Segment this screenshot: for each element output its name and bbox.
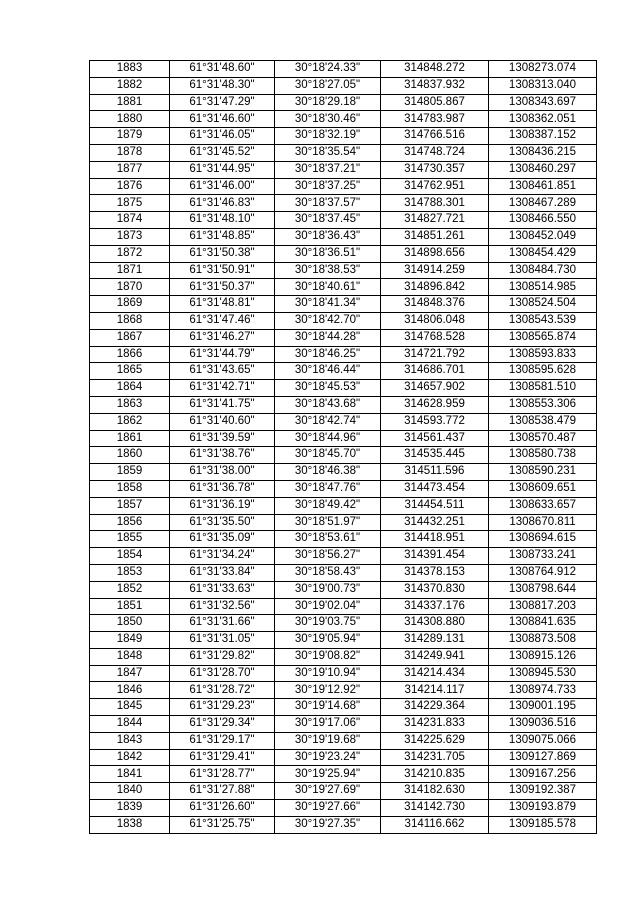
- table-row: [90, 665, 597, 682]
- latitude-cell: 61°31'38.00": [170, 464, 275, 481]
- x-coordinate-cell: 314766.516: [381, 128, 489, 145]
- latitude-cell: 61°31'31.05": [170, 632, 275, 649]
- point-number-cell: 1839: [90, 800, 170, 817]
- x-coordinate-cell: 314214.434: [381, 665, 489, 682]
- latitude-cell: 61°31'46.00": [170, 178, 275, 195]
- longitude-cell: 30°19'27.69": [275, 783, 381, 800]
- point-number-cell: 1860: [90, 447, 170, 464]
- longitude-cell: 30°18'37.57": [275, 195, 381, 212]
- table-row: [90, 598, 597, 615]
- latitude-cell: 61°31'41.75": [170, 396, 275, 413]
- x-coordinate-cell: 314561.437: [381, 430, 489, 447]
- table-row: [90, 581, 597, 598]
- table-row: [90, 430, 597, 447]
- point-number-cell: 1858: [90, 480, 170, 497]
- x-coordinate-cell: 314289.131: [381, 632, 489, 649]
- x-coordinate-cell: 314210.835: [381, 766, 489, 783]
- x-coordinate-cell: 314762.951: [381, 178, 489, 195]
- table-row: [90, 262, 597, 279]
- y-coordinate-cell: 1308467.289: [489, 195, 597, 212]
- x-coordinate-cell: 314249.941: [381, 648, 489, 665]
- table-row: [90, 380, 597, 397]
- latitude-cell: 61°31'25.75": [170, 816, 275, 833]
- longitude-cell: 30°18'24.33": [275, 61, 381, 78]
- longitude-cell: 30°18'35.54": [275, 144, 381, 161]
- y-coordinate-cell: 1308670.811: [489, 514, 597, 531]
- y-coordinate-cell: 1309036.516: [489, 716, 597, 733]
- latitude-cell: 61°31'50.91": [170, 262, 275, 279]
- x-coordinate-cell: 314511.596: [381, 464, 489, 481]
- latitude-cell: 61°31'50.37": [170, 279, 275, 296]
- latitude-cell: 61°31'45.52": [170, 144, 275, 161]
- table-row: [90, 716, 597, 733]
- table-row: [90, 312, 597, 329]
- longitude-cell: 30°18'44.28": [275, 329, 381, 346]
- y-coordinate-cell: 1308387.152: [489, 128, 597, 145]
- point-number-cell: 1847: [90, 665, 170, 682]
- point-number-cell: 1864: [90, 380, 170, 397]
- x-coordinate-cell: 314827.721: [381, 212, 489, 229]
- table-row: [90, 564, 597, 581]
- longitude-cell: 30°18'32.19": [275, 128, 381, 145]
- point-number-cell: 1849: [90, 632, 170, 649]
- latitude-cell: 61°31'46.27": [170, 329, 275, 346]
- x-coordinate-cell: 314418.951: [381, 531, 489, 548]
- longitude-cell: 30°19'02.04": [275, 598, 381, 615]
- x-coordinate-cell: 314116.662: [381, 816, 489, 833]
- longitude-cell: 30°19'10.94": [275, 665, 381, 682]
- latitude-cell: 61°31'48.60": [170, 61, 275, 78]
- latitude-cell: 61°31'32.56": [170, 598, 275, 615]
- y-coordinate-cell: 1308524.504: [489, 296, 597, 313]
- x-coordinate-cell: 314308.880: [381, 615, 489, 632]
- longitude-cell: 30°18'51.97": [275, 514, 381, 531]
- y-coordinate-cell: 1308484.730: [489, 262, 597, 279]
- point-number-cell: 1865: [90, 363, 170, 380]
- y-coordinate-cell: 1308565.874: [489, 329, 597, 346]
- latitude-cell: 61°31'48.81": [170, 296, 275, 313]
- x-coordinate-cell: 314214.117: [381, 682, 489, 699]
- latitude-cell: 61°31'28.77": [170, 766, 275, 783]
- table-row: [90, 447, 597, 464]
- longitude-cell: 30°19'19.68": [275, 732, 381, 749]
- latitude-cell: 61°31'29.34": [170, 716, 275, 733]
- latitude-cell: 61°31'33.84": [170, 564, 275, 581]
- table-row: [90, 497, 597, 514]
- y-coordinate-cell: 1308764.912: [489, 564, 597, 581]
- y-coordinate-cell: 1308633.657: [489, 497, 597, 514]
- table-row: [90, 111, 597, 128]
- point-number-cell: 1881: [90, 94, 170, 111]
- y-coordinate-cell: 1309075.066: [489, 732, 597, 749]
- x-coordinate-cell: 314370.830: [381, 581, 489, 598]
- x-coordinate-cell: 314231.705: [381, 749, 489, 766]
- longitude-cell: 30°19'25.94": [275, 766, 381, 783]
- table-row: [90, 228, 597, 245]
- table-row: [90, 329, 597, 346]
- y-coordinate-cell: 1308817.203: [489, 598, 597, 615]
- x-coordinate-cell: 314231.833: [381, 716, 489, 733]
- longitude-cell: 30°18'46.38": [275, 464, 381, 481]
- point-number-cell: 1870: [90, 279, 170, 296]
- table-row: [90, 648, 597, 665]
- point-number-cell: 1843: [90, 732, 170, 749]
- point-number-cell: 1866: [90, 346, 170, 363]
- table-row: [90, 346, 597, 363]
- latitude-cell: 61°31'47.46": [170, 312, 275, 329]
- longitude-cell: 30°18'56.27": [275, 548, 381, 565]
- latitude-cell: 61°31'48.85": [170, 228, 275, 245]
- y-coordinate-cell: 1308362.051: [489, 111, 597, 128]
- latitude-cell: 61°31'36.19": [170, 497, 275, 514]
- table-row: [90, 783, 597, 800]
- longitude-cell: 30°18'46.25": [275, 346, 381, 363]
- y-coordinate-cell: 1308694.615: [489, 531, 597, 548]
- longitude-cell: 30°19'27.66": [275, 800, 381, 817]
- table-row: [90, 766, 597, 783]
- y-coordinate-cell: 1308313.040: [489, 77, 597, 94]
- longitude-cell: 30°19'27.35": [275, 816, 381, 833]
- y-coordinate-cell: 1308553.306: [489, 396, 597, 413]
- latitude-cell: 61°31'28.72": [170, 682, 275, 699]
- point-number-cell: 1846: [90, 682, 170, 699]
- latitude-cell: 61°31'38.76": [170, 447, 275, 464]
- longitude-cell: 30°18'58.43": [275, 564, 381, 581]
- point-number-cell: 1838: [90, 816, 170, 833]
- point-number-cell: 1873: [90, 228, 170, 245]
- latitude-cell: 61°31'48.10": [170, 212, 275, 229]
- x-coordinate-cell: 314225.629: [381, 732, 489, 749]
- x-coordinate-cell: 314391.454: [381, 548, 489, 565]
- latitude-cell: 61°31'44.79": [170, 346, 275, 363]
- x-coordinate-cell: 314454.511: [381, 497, 489, 514]
- latitude-cell: 61°31'34.24": [170, 548, 275, 565]
- longitude-cell: 30°19'08.82": [275, 648, 381, 665]
- x-coordinate-cell: 314898.656: [381, 245, 489, 262]
- y-coordinate-cell: 1308974.733: [489, 682, 597, 699]
- point-number-cell: 1869: [90, 296, 170, 313]
- point-number-cell: 1844: [90, 716, 170, 733]
- longitude-cell: 30°18'29.18": [275, 94, 381, 111]
- y-coordinate-cell: 1309127.869: [489, 749, 597, 766]
- y-coordinate-cell: 1308593.833: [489, 346, 597, 363]
- longitude-cell: 30°19'12.92": [275, 682, 381, 699]
- latitude-cell: 61°31'39.59": [170, 430, 275, 447]
- x-coordinate-cell: 314628.959: [381, 396, 489, 413]
- point-number-cell: 1859: [90, 464, 170, 481]
- latitude-cell: 61°31'29.23": [170, 699, 275, 716]
- latitude-cell: 61°31'26.60": [170, 800, 275, 817]
- table-row: [90, 749, 597, 766]
- latitude-cell: 61°31'46.83": [170, 195, 275, 212]
- y-coordinate-cell: 1308581.510: [489, 380, 597, 397]
- longitude-cell: 30°19'05.94": [275, 632, 381, 649]
- table-row: [90, 514, 597, 531]
- latitude-cell: 61°31'29.17": [170, 732, 275, 749]
- x-coordinate-cell: 314473.454: [381, 480, 489, 497]
- x-coordinate-cell: 314378.153: [381, 564, 489, 581]
- point-number-cell: 1856: [90, 514, 170, 531]
- y-coordinate-cell: 1308343.697: [489, 94, 597, 111]
- point-number-cell: 1876: [90, 178, 170, 195]
- y-coordinate-cell: 1308841.635: [489, 615, 597, 632]
- longitude-cell: 30°19'17.06": [275, 716, 381, 733]
- x-coordinate-cell: 314783.987: [381, 111, 489, 128]
- table-row: [90, 480, 597, 497]
- table-row: [90, 396, 597, 413]
- table-row: [90, 413, 597, 430]
- x-coordinate-cell: 314730.357: [381, 161, 489, 178]
- longitude-cell: 30°18'36.51": [275, 245, 381, 262]
- y-coordinate-cell: 1308454.429: [489, 245, 597, 262]
- y-coordinate-cell: 1308733.241: [489, 548, 597, 565]
- table-row: [90, 615, 597, 632]
- latitude-cell: 61°31'29.82": [170, 648, 275, 665]
- table-row: [90, 699, 597, 716]
- x-coordinate-cell: 314657.902: [381, 380, 489, 397]
- longitude-cell: 30°18'38.53": [275, 262, 381, 279]
- y-coordinate-cell: 1308915.126: [489, 648, 597, 665]
- x-coordinate-cell: 314593.772: [381, 413, 489, 430]
- x-coordinate-cell: 314748.724: [381, 144, 489, 161]
- longitude-cell: 30°18'45.53": [275, 380, 381, 397]
- latitude-cell: 61°31'48.30": [170, 77, 275, 94]
- longitude-cell: 30°18'46.44": [275, 363, 381, 380]
- table-row: [90, 800, 597, 817]
- point-number-cell: 1851: [90, 598, 170, 615]
- x-coordinate-cell: 314806.048: [381, 312, 489, 329]
- x-coordinate-cell: 314896.842: [381, 279, 489, 296]
- table-row: [90, 548, 597, 565]
- longitude-cell: 30°18'27.05": [275, 77, 381, 94]
- table-row: [90, 732, 597, 749]
- y-coordinate-cell: 1309193.879: [489, 800, 597, 817]
- y-coordinate-cell: 1308580.738: [489, 447, 597, 464]
- longitude-cell: 30°18'41.34": [275, 296, 381, 313]
- point-number-cell: 1867: [90, 329, 170, 346]
- x-coordinate-cell: 314432.251: [381, 514, 489, 531]
- latitude-cell: 61°31'46.60": [170, 111, 275, 128]
- table-row: [90, 178, 597, 195]
- point-number-cell: 1850: [90, 615, 170, 632]
- y-coordinate-cell: 1308543.539: [489, 312, 597, 329]
- point-number-cell: 1874: [90, 212, 170, 229]
- y-coordinate-cell: 1308873.508: [489, 632, 597, 649]
- longitude-cell: 30°18'37.25": [275, 178, 381, 195]
- y-coordinate-cell: 1308514.985: [489, 279, 597, 296]
- longitude-cell: 30°18'37.45": [275, 212, 381, 229]
- latitude-cell: 61°31'33.63": [170, 581, 275, 598]
- point-number-cell: 1857: [90, 497, 170, 514]
- point-number-cell: 1852: [90, 581, 170, 598]
- latitude-cell: 61°31'36.78": [170, 480, 275, 497]
- x-coordinate-cell: 314229.364: [381, 699, 489, 716]
- y-coordinate-cell: 1308538.479: [489, 413, 597, 430]
- longitude-cell: 30°18'40.61": [275, 279, 381, 296]
- longitude-cell: 30°18'42.70": [275, 312, 381, 329]
- table-row: [90, 296, 597, 313]
- y-coordinate-cell: 1308436.215: [489, 144, 597, 161]
- y-coordinate-cell: 1308945.530: [489, 665, 597, 682]
- x-coordinate-cell: 314848.272: [381, 61, 489, 78]
- longitude-cell: 30°18'53.61": [275, 531, 381, 548]
- table-row: [90, 531, 597, 548]
- longitude-cell: 30°19'14.68": [275, 699, 381, 716]
- x-coordinate-cell: 314535.445: [381, 447, 489, 464]
- point-number-cell: 1855: [90, 531, 170, 548]
- latitude-cell: 61°31'50.38": [170, 245, 275, 262]
- table-row: [90, 363, 597, 380]
- point-number-cell: 1868: [90, 312, 170, 329]
- coordinates-table: [89, 60, 597, 834]
- longitude-cell: 30°18'36.43": [275, 228, 381, 245]
- point-number-cell: 1842: [90, 749, 170, 766]
- table-row: [90, 61, 597, 78]
- latitude-cell: 61°31'46.05": [170, 128, 275, 145]
- point-number-cell: 1880: [90, 111, 170, 128]
- longitude-cell: 30°18'42.74": [275, 413, 381, 430]
- table-row: [90, 77, 597, 94]
- y-coordinate-cell: 1308609.651: [489, 480, 597, 497]
- y-coordinate-cell: 1309167.256: [489, 766, 597, 783]
- x-coordinate-cell: 314768.528: [381, 329, 489, 346]
- longitude-cell: 30°19'23.24": [275, 749, 381, 766]
- x-coordinate-cell: 314805.867: [381, 94, 489, 111]
- y-coordinate-cell: 1309192.387: [489, 783, 597, 800]
- longitude-cell: 30°18'30.46": [275, 111, 381, 128]
- point-number-cell: 1872: [90, 245, 170, 262]
- y-coordinate-cell: 1308595.628: [489, 363, 597, 380]
- x-coordinate-cell: 314848.376: [381, 296, 489, 313]
- x-coordinate-cell: 314686.701: [381, 363, 489, 380]
- y-coordinate-cell: 1309185.578: [489, 816, 597, 833]
- longitude-cell: 30°19'00.73": [275, 581, 381, 598]
- x-coordinate-cell: 314851.261: [381, 228, 489, 245]
- x-coordinate-cell: 314788.301: [381, 195, 489, 212]
- latitude-cell: 61°31'44.95": [170, 161, 275, 178]
- latitude-cell: 61°31'28.70": [170, 665, 275, 682]
- table-row: [90, 144, 597, 161]
- point-number-cell: 1878: [90, 144, 170, 161]
- latitude-cell: 61°31'31.66": [170, 615, 275, 632]
- y-coordinate-cell: 1308452.049: [489, 228, 597, 245]
- table-row: [90, 245, 597, 262]
- table-row: [90, 94, 597, 111]
- coordinates-table-body: [90, 61, 597, 834]
- y-coordinate-cell: 1308460.297: [489, 161, 597, 178]
- latitude-cell: 61°31'35.50": [170, 514, 275, 531]
- y-coordinate-cell: 1308798.644: [489, 581, 597, 598]
- table-row: [90, 212, 597, 229]
- point-number-cell: 1882: [90, 77, 170, 94]
- y-coordinate-cell: 1309001.195: [489, 699, 597, 716]
- longitude-cell: 30°19'03.75": [275, 615, 381, 632]
- point-number-cell: 1883: [90, 61, 170, 78]
- y-coordinate-cell: 1308590.231: [489, 464, 597, 481]
- point-number-cell: 1862: [90, 413, 170, 430]
- y-coordinate-cell: 1308461.851: [489, 178, 597, 195]
- point-number-cell: 1840: [90, 783, 170, 800]
- point-number-cell: 1871: [90, 262, 170, 279]
- y-coordinate-cell: 1308466.550: [489, 212, 597, 229]
- longitude-cell: 30°18'49.42": [275, 497, 381, 514]
- latitude-cell: 61°31'47.29": [170, 94, 275, 111]
- latitude-cell: 61°31'29.41": [170, 749, 275, 766]
- point-number-cell: 1845: [90, 699, 170, 716]
- latitude-cell: 61°31'40.60": [170, 413, 275, 430]
- longitude-cell: 30°18'45.70": [275, 447, 381, 464]
- x-coordinate-cell: 314182.630: [381, 783, 489, 800]
- x-coordinate-cell: 314837.932: [381, 77, 489, 94]
- table-row: [90, 128, 597, 145]
- longitude-cell: 30°18'43.68": [275, 396, 381, 413]
- point-number-cell: 1848: [90, 648, 170, 665]
- longitude-cell: 30°18'47.76": [275, 480, 381, 497]
- longitude-cell: 30°18'44.96": [275, 430, 381, 447]
- table-row: [90, 682, 597, 699]
- point-number-cell: 1877: [90, 161, 170, 178]
- x-coordinate-cell: 314142.730: [381, 800, 489, 817]
- point-number-cell: 1879: [90, 128, 170, 145]
- latitude-cell: 61°31'42.71": [170, 380, 275, 397]
- table-row: [90, 161, 597, 178]
- y-coordinate-cell: 1308570.487: [489, 430, 597, 447]
- point-number-cell: 1853: [90, 564, 170, 581]
- point-number-cell: 1854: [90, 548, 170, 565]
- latitude-cell: 61°31'27.88": [170, 783, 275, 800]
- table-row: [90, 464, 597, 481]
- table-row: [90, 632, 597, 649]
- y-coordinate-cell: 1308273.074: [489, 61, 597, 78]
- table-row: [90, 195, 597, 212]
- x-coordinate-cell: 314337.176: [381, 598, 489, 615]
- point-number-cell: 1861: [90, 430, 170, 447]
- longitude-cell: 30°18'37.21": [275, 161, 381, 178]
- point-number-cell: 1875: [90, 195, 170, 212]
- table-row: [90, 279, 597, 296]
- latitude-cell: 61°31'35.09": [170, 531, 275, 548]
- x-coordinate-cell: 314721.792: [381, 346, 489, 363]
- latitude-cell: 61°31'43.65": [170, 363, 275, 380]
- x-coordinate-cell: 314914.259: [381, 262, 489, 279]
- table-row: [90, 816, 597, 833]
- point-number-cell: 1841: [90, 766, 170, 783]
- point-number-cell: 1863: [90, 396, 170, 413]
